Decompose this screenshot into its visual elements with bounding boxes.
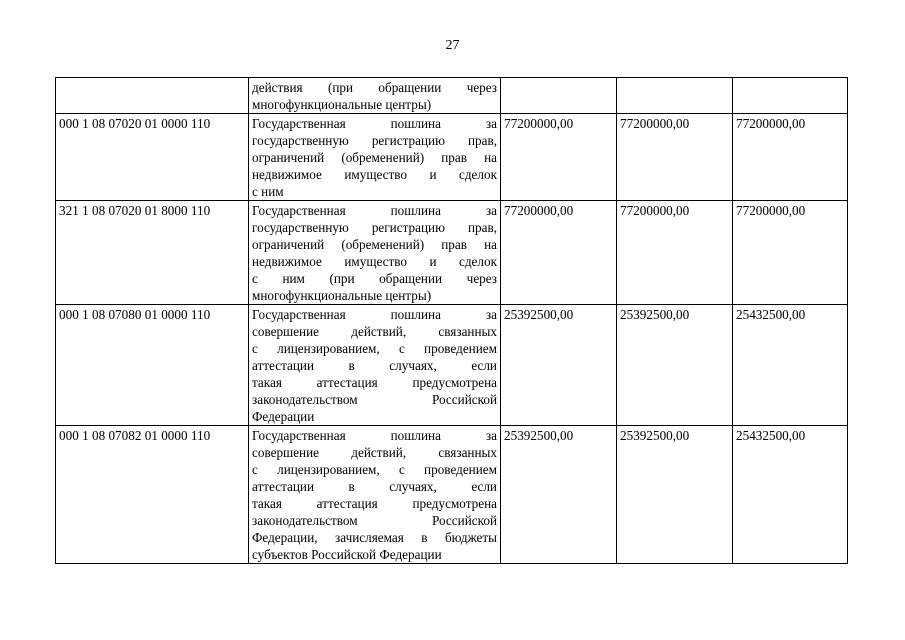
income-name-line: с лицензированием, с проведением (252, 341, 497, 356)
income-name-line: недвижимое имущество и сделок (252, 167, 497, 182)
income-name-cell (249, 114, 501, 201)
budget-code-cell: 000 1 08 07020 01 0000 110 (56, 114, 249, 201)
amount-cell-year-2: 25392500,00 (617, 426, 733, 564)
amount-cell-year-1: 25392500,00 (501, 305, 617, 426)
amount-cell-year-3: 25432500,00 (733, 426, 848, 564)
amount-cell-year-3: 77200000,00 (733, 114, 848, 201)
table-row (56, 305, 848, 426)
budget-code-cell: 000 1 08 07080 01 0000 110 (56, 305, 249, 426)
budget-code-cell: 321 1 08 07020 01 8000 110 (56, 201, 249, 305)
income-name-line: законодательством Российской (252, 513, 497, 528)
income-name-cell (249, 201, 501, 305)
income-name-line: недвижимое имущество и сделок (252, 254, 497, 269)
amount-cell-year-2: 77200000,00 (617, 201, 733, 305)
page-number: 27 (445, 38, 460, 53)
budget-revenue-table (55, 77, 848, 564)
amount-cell-year-1: 25392500,00 (501, 426, 617, 564)
income-name-cell (249, 78, 501, 114)
table-row (56, 78, 848, 114)
income-name-line: аттестации в случаях, если (252, 479, 497, 494)
income-name-line: государственную регистрацию прав, (252, 220, 497, 235)
income-name-line: совершение действий, связанных (252, 324, 497, 339)
income-name-line: ограничений (обременений) прав на (252, 150, 497, 165)
income-name-line: Государственная пошлина за (252, 428, 497, 443)
income-name-line: многофункциональные центры) (252, 288, 432, 303)
income-name-line: законодательством Российской (252, 392, 497, 407)
income-name-line: такая аттестация предусмотрена (252, 496, 497, 511)
amount-cell-year-3: 77200000,00 (733, 201, 848, 305)
income-name-line: субъектов Российской Федерации (252, 547, 442, 562)
amount-cell-year-1: 77200000,00 (501, 114, 617, 201)
income-name-line: действия (при обращении через (252, 80, 497, 95)
income-name-line: Федерации, зачисляемая в бюджеты (252, 530, 497, 545)
income-name-line: Государственная пошлина за (252, 203, 497, 218)
table-body (56, 78, 848, 564)
income-name-line: Государственная пошлина за (252, 116, 497, 131)
amount-cell-year-1: 77200000,00 (501, 201, 617, 305)
income-name-line: такая аттестация предусмотрена (252, 375, 497, 390)
budget-code-cell (56, 78, 249, 114)
income-name-cell (249, 426, 501, 564)
amount-cell-year-2: 77200000,00 (617, 114, 733, 201)
amount-cell-year-3 (733, 78, 848, 114)
amount-cell-year-1 (501, 78, 617, 114)
income-name-line: многофункциональные центры) (252, 97, 432, 112)
income-name-cell (249, 305, 501, 426)
budget-code-cell: 000 1 08 07082 01 0000 110 (56, 426, 249, 564)
table-row (56, 426, 848, 564)
income-name-line: ограничений (обременений) прав на (252, 237, 497, 252)
amount-cell-year-3: 25432500,00 (733, 305, 848, 426)
income-name-line: с лицензированием, с проведением (252, 462, 497, 477)
income-name-line: с ним (при обращении через (252, 271, 497, 286)
table-row (56, 114, 848, 201)
amount-cell-year-2: 25392500,00 (617, 305, 733, 426)
income-name-line: совершение действий, связанных (252, 445, 497, 460)
income-name-line: с ним (252, 184, 284, 199)
income-name-line: аттестации в случаях, если (252, 358, 497, 373)
income-name-line: Государственная пошлина за (252, 307, 497, 322)
amount-cell-year-2 (617, 78, 733, 114)
table-row (56, 201, 848, 305)
income-name-line: государственную регистрацию прав, (252, 133, 497, 148)
income-name-line: Федерации (252, 409, 315, 424)
